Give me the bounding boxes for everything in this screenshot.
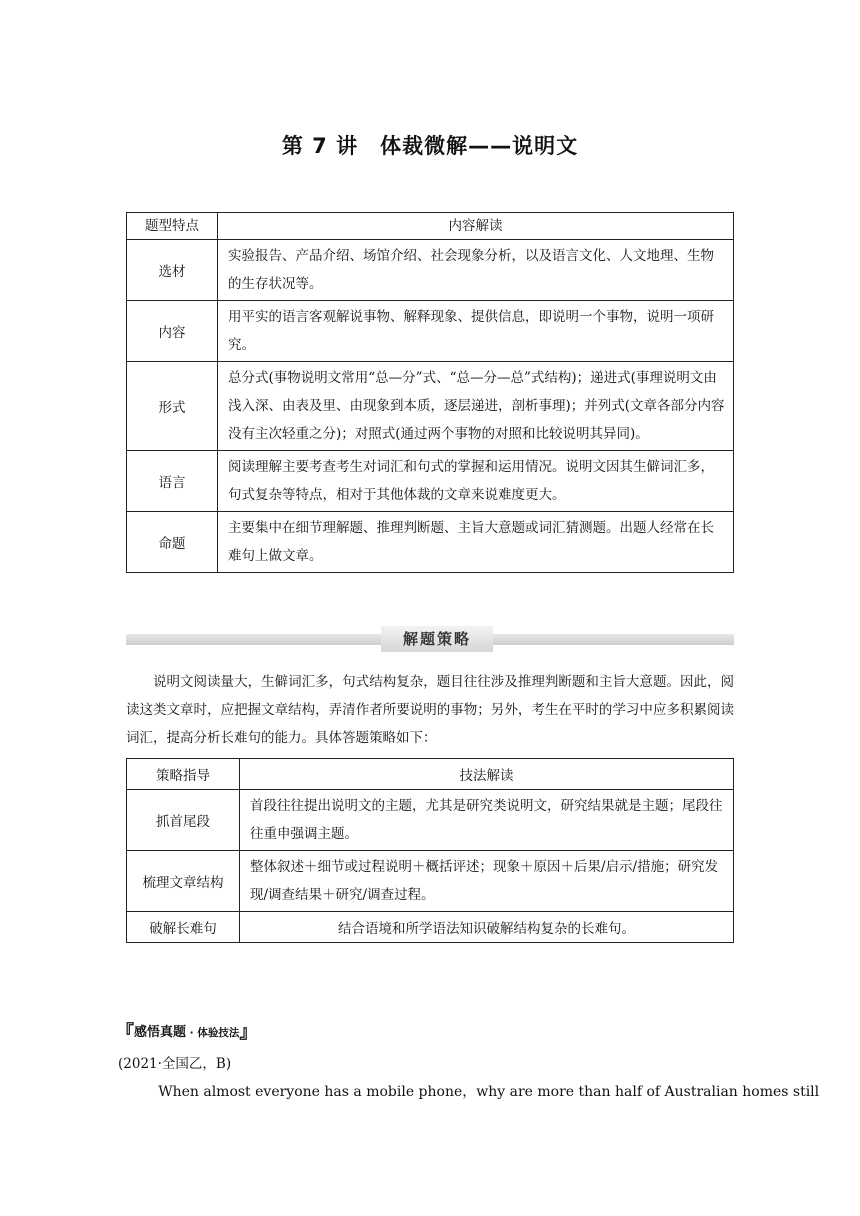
table-row (127, 451, 734, 512)
table-row (127, 362, 734, 451)
header-cell: 技法解读 (240, 759, 734, 790)
passage-first-line: When almost everyone has a mobile phone，why are more than half of Australian homes still (158, 1084, 820, 1100)
row-value: 结合语境和所学语法知识破解结构复杂的长难句。 (240, 912, 734, 943)
table-row (127, 240, 734, 301)
source-citation: (2021·全国乙，B) (118, 1056, 232, 1072)
row-key: 抓首尾段 (127, 790, 240, 851)
table-header-row (127, 759, 734, 790)
question-type-table (126, 212, 734, 573)
table-row (127, 851, 734, 912)
row-value: 实验报告、产品介绍、场馆介绍、社会现象分析，以及语言文化、人文地理、生物的生存状况等。 (218, 240, 734, 301)
strategy-table (126, 758, 734, 943)
table-row (127, 301, 734, 362)
section-tag-sub: 体验技法 (197, 1027, 240, 1039)
header-cell: 题型特点 (127, 213, 218, 240)
row-key: 选材 (127, 240, 218, 301)
row-value: 总分式(事物说明文常用“总—分”式、“总—分—总”式结构)；递进式(事理说明文由浅入深、由表及里、由现象到本质，逐层递进，剖析事理)；并列式(文章各部分内容没有主次轻重之分)；对照式(通过两个事物的对照和比较说明其异同)。 (218, 362, 734, 451)
row-key: 内容 (127, 301, 218, 362)
row-value: 首段往往提出说明文的主题，尤其是研究类说明文，研究结果就是主题；尾段往往重申强调主题。 (240, 790, 734, 851)
right-bracket-icon: 』 (239, 1022, 258, 1043)
section-tag-main: 感悟真题 (134, 1025, 187, 1040)
section-banner (126, 626, 734, 652)
table-header-row (127, 213, 734, 240)
row-value: 阅读理解主要考查考生对词汇和句式的掌握和运用情况。说明文因其生僻词汇多，句式复杂等特点，相对于其他体裁的文章来说难度更大。 (218, 451, 734, 512)
row-key: 形式 (127, 362, 218, 451)
strategy-paragraph: 说明文阅读量大，生僻词汇多，句式结构复杂，题目往往涉及推理判断题和主旨大意题。因此，阅读这类文章时，应把握文章结构，弄清作者所要说明的事物；另外，考生在平时的学习中应多积累阅读词汇，提高分析长难句的能力。具体答题策略如下： (126, 674, 734, 746)
table-row (127, 512, 734, 573)
row-key: 破解长难句 (127, 912, 240, 943)
row-key: 命题 (127, 512, 218, 573)
section-tag (116, 1018, 257, 1044)
left-bracket-icon: 『 (116, 1022, 134, 1043)
row-value: 用平实的语言客观解说事物、解释现象、提供信息，即说明一个事物，说明一项研究。 (218, 301, 734, 362)
table-row (127, 912, 734, 943)
table-row (127, 790, 734, 851)
header-cell: 策略指导 (127, 759, 240, 790)
header-cell: 内容解读 (218, 213, 734, 240)
row-key: 梳理文章结构 (127, 851, 240, 912)
row-key: 语言 (127, 451, 218, 512)
section-tag-dot: · (186, 1027, 198, 1039)
row-value: 整体叙述＋细节或过程说明＋概括评述；现象＋原因＋后果/启示/措施；研究发现/调查结果＋研究/调查过程。 (240, 851, 734, 912)
banner-label: 解题策略 (381, 626, 493, 652)
page-title: 第 7 讲 体裁微解——说明文 (281, 134, 579, 158)
row-value: 主要集中在细节理解题、推理判断题、主旨大意题或词汇猜测题。出题人经常在长难句上做文章。 (218, 512, 734, 573)
